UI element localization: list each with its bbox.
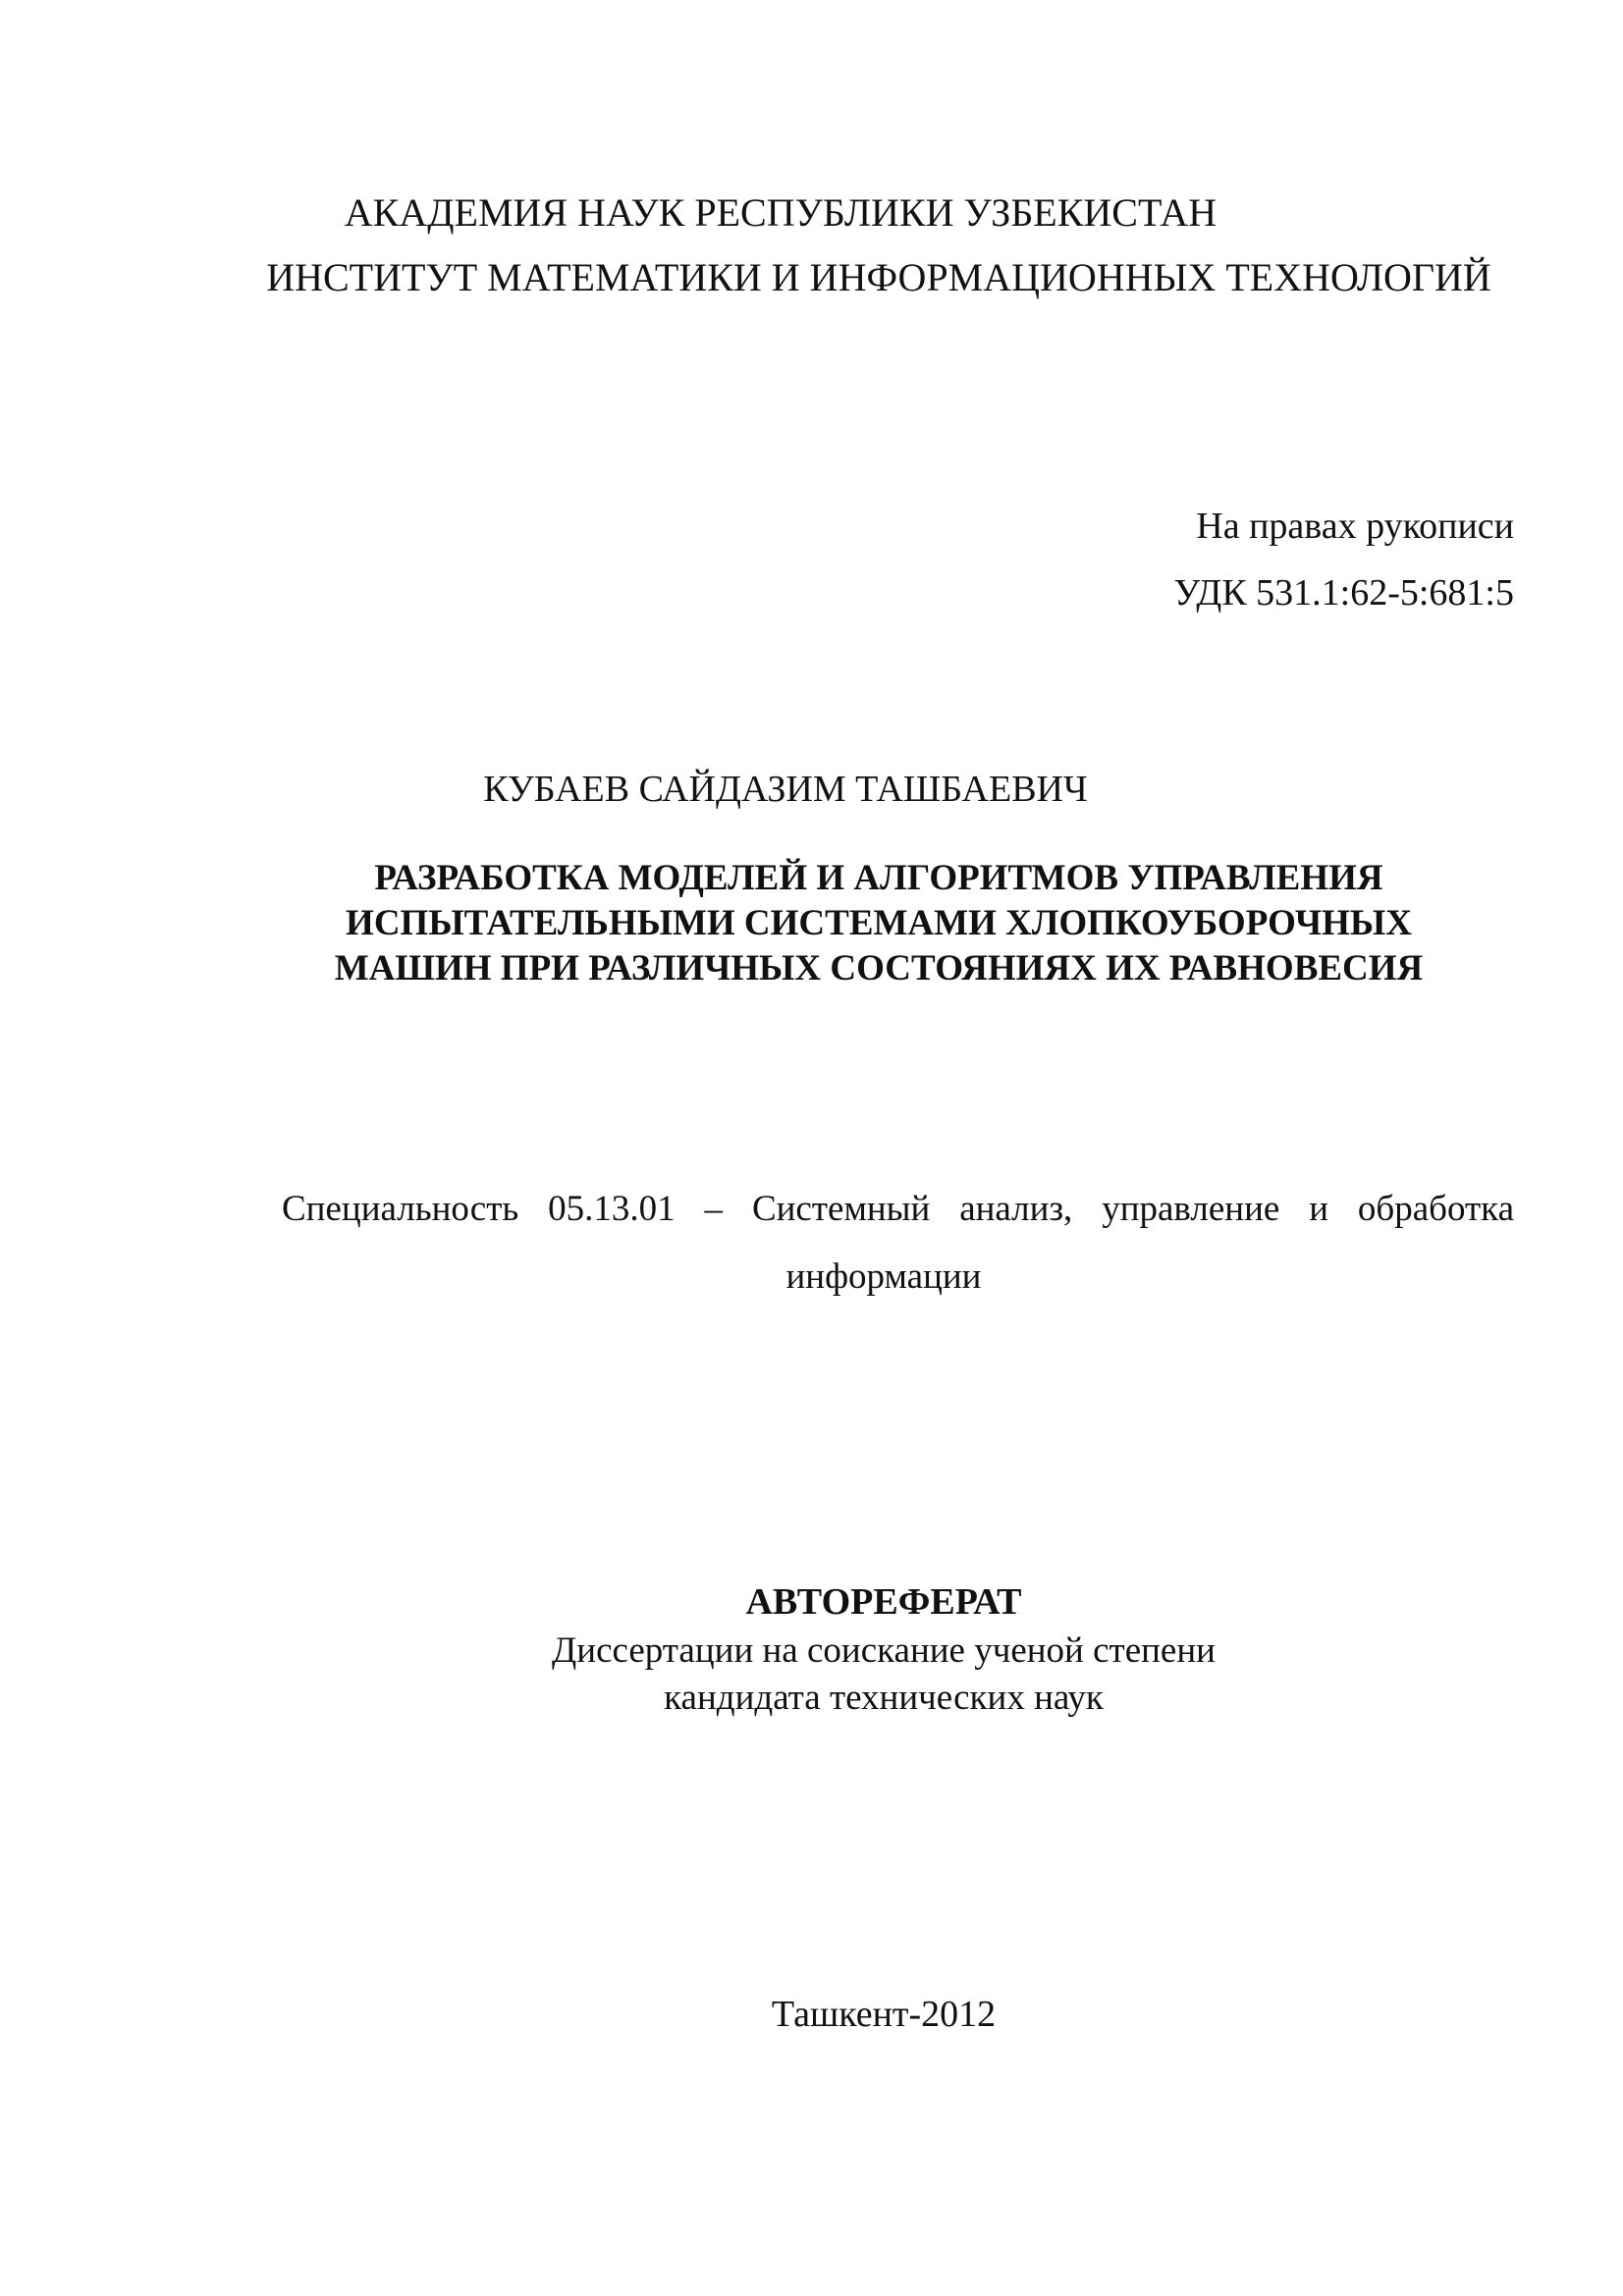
specialty-line: Специальность 05.13.01 – Системный анализ, управление и обработка <box>282 1189 1514 1229</box>
abstract-subtitle: Диссертации на соискание ученой степени <box>552 1630 1216 1671</box>
title-line: МАШИН ПРИ РАЗЛИЧНЫХ СОСТОЯНИЯХ ИХ РАВНОВЕСИЯ <box>334 948 1424 988</box>
title-line: РАЗРАБОТКА МОДЕЛЕЙ И АЛГОРИТМОВ УПРАВЛЕНИЯ <box>374 858 1383 898</box>
rights-note: На правах рукописи <box>1196 506 1514 547</box>
udk-code: УДК 531.1:62-5:681:5 <box>1173 572 1514 614</box>
academy-name: АКАДЕМИЯ НАУК РЕСПУБЛИКИ УЗБЕКИСТАН <box>344 190 1217 235</box>
abstract-title: АВТОРЕФЕРАТ <box>745 1581 1022 1623</box>
specialty-line: информации <box>785 1256 982 1297</box>
abstract-subtitle: кандидата технических наук <box>664 1678 1104 1718</box>
institute-name: ИНСТИТУТ МАТЕМАТИКИ И ИНФОРМАЦИОННЫХ ТЕХНОЛОГИЙ <box>266 255 1491 299</box>
title-line: ИСПЫТАТЕЛЬНЫМИ СИСТЕМАМИ ХЛОПКОУБОРОЧНЫХ <box>346 903 1412 943</box>
author-name: КУБАЕВ САЙДАЗИМ ТАШБАЕВИЧ <box>483 769 1088 810</box>
city-year: Ташкент-2012 <box>771 1994 997 2035</box>
